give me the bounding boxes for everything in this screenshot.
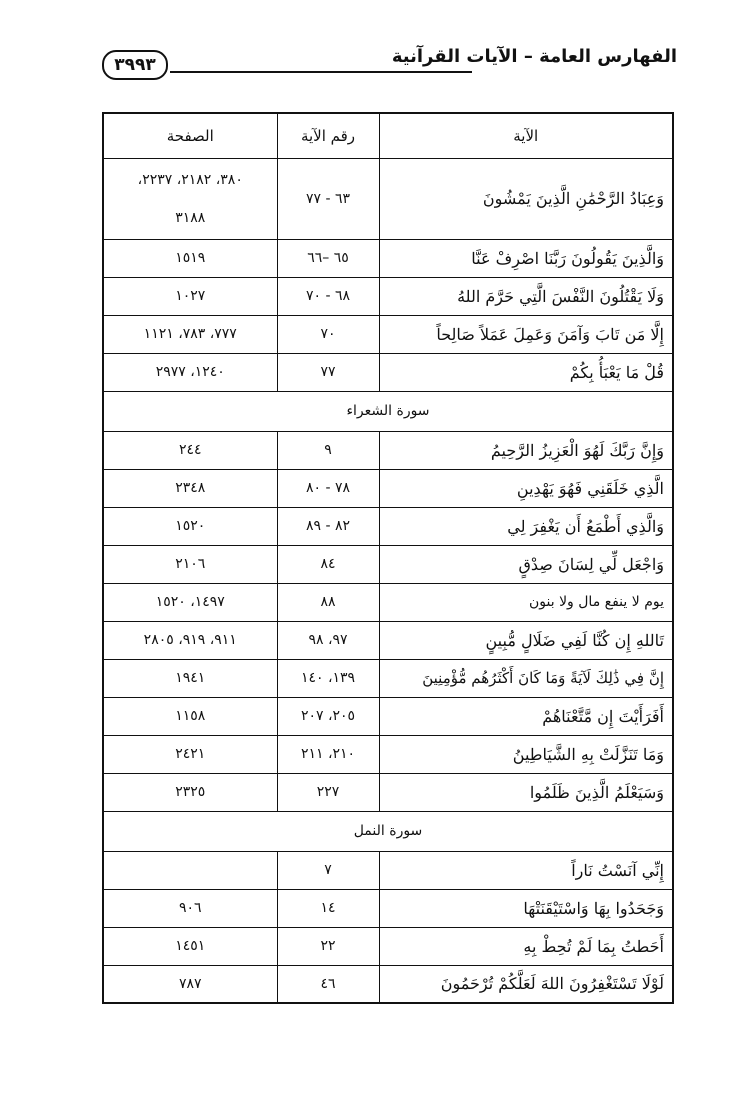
running-title: الفهارس العامة – الآيات القرآنية <box>391 46 677 67</box>
page-refs: ٧٨٧ <box>103 965 277 1003</box>
page-refs-line: ٣٨٠، ٢١٨٢، ٢٢٣٧، <box>137 171 243 188</box>
aya-text: وَالَّذِي أَطْمَعُ أَن يَغْفِرَ لِي <box>379 507 673 545</box>
table-row <box>103 583 673 621</box>
aya-text: وَاجْعَل لِّي لِسَانَ صِدْقٍ <box>379 545 673 583</box>
aya-number: ٧٧ <box>277 353 379 391</box>
aya-number: ٨٤ <box>277 545 379 583</box>
aya-number: ٢٢ <box>277 927 379 965</box>
table-row <box>103 315 673 353</box>
page-refs: ٢١٠٦ <box>103 545 277 583</box>
aya-text: وَعِبَادُ الرَّحْمَٰنِ الَّذِينَ يَمْشُونَ <box>379 158 673 239</box>
table-row <box>103 277 673 315</box>
page-refs: ٢٣٤٨ <box>103 469 277 507</box>
table-row <box>103 469 673 507</box>
table-row <box>103 927 673 965</box>
aya-number: ٢٠٥، ٢٠٧ <box>277 697 379 735</box>
aya-text: وَلَا يَقْتُلُونَ النَّفْسَ الَّتِي حَرَّمَ اللهُ <box>379 277 673 315</box>
column-header-aya-number: رقم الآية <box>277 113 379 158</box>
column-header-aya: الآية <box>379 113 673 158</box>
aya-number: ٦٣ - ٧٧ <box>277 158 379 239</box>
page-refs <box>103 158 277 239</box>
aya-number: ٦٨ - ٧٠ <box>277 277 379 315</box>
page-refs: ٩٠٦ <box>103 889 277 927</box>
page-refs: ٩١١، ٩١٩، ٢٨٠٥ <box>103 621 277 659</box>
aya-text: يوم لا ينفع مال ولا بنون <box>379 583 673 621</box>
aya-number: ٩ <box>277 431 379 469</box>
aya-text: وَالَّذِينَ يَقُولُونَ رَبَّنَا اصْرِفْ عَنَّا <box>379 239 673 277</box>
page-refs: ١٥٢٠ <box>103 507 277 545</box>
aya-number: ٤٦ <box>277 965 379 1003</box>
table-row <box>103 545 673 583</box>
aya-number: ٧ <box>277 851 379 889</box>
aya-text: وَإِنَّ رَبَّكَ لَهُوَ الْعَزِيزُ الرَّحِيمُ <box>379 431 673 469</box>
page-refs-line: ٣١٨٨ <box>175 209 206 226</box>
aya-text: وَمَا تَنَزَّلَتْ بِهِ الشَّيَاطِينُ <box>379 735 673 773</box>
page-refs: ١٢٤٠، ٢٩٧٧ <box>103 353 277 391</box>
surah-heading-row <box>103 811 673 851</box>
surah-heading-row <box>103 391 673 431</box>
aya-number: ٩٧، ٩٨ <box>277 621 379 659</box>
page-refs <box>103 851 277 889</box>
aya-text: الَّذِي خَلَقَنِي فَهُوَ يَهْدِينِ <box>379 469 673 507</box>
aya-text: أَفَرَأَيْتَ إِن مَّتَّعْنَاهُمْ <box>379 697 673 735</box>
page-refs: ٢٣٢٥ <box>103 773 277 811</box>
aya-number: ٢٢٧ <box>277 773 379 811</box>
page-refs: ١٩٤١ <box>103 659 277 697</box>
surah-heading-shuara: سورة الشعراء <box>103 391 673 431</box>
aya-number: ٨٢ - ٨٩ <box>277 507 379 545</box>
table-row <box>103 158 673 239</box>
table-row <box>103 851 673 889</box>
verse-index-table <box>102 112 674 1004</box>
page-refs: ١١٥٨ <box>103 697 277 735</box>
aya-number: ١٤ <box>277 889 379 927</box>
aya-number: ٦٥ –٦٦ <box>277 239 379 277</box>
aya-number: ١٣٩، ١٤٠ <box>277 659 379 697</box>
page-refs: ٢٤٤ <box>103 431 277 469</box>
table-row <box>103 697 673 735</box>
aya-text: تَاللهِ إِن كُنَّا لَفِي ضَلَالٍ مُّبِينٍ <box>379 621 673 659</box>
aya-text: قُلْ مَا يَعْبَأُ بِكُمْ <box>379 353 673 391</box>
aya-text: إِنِّي آنَسْتُ نَاراً <box>379 851 673 889</box>
aya-text: إِنَّ فِي ذَٰلِكَ لَآيَةً وَمَا كَانَ أَكْثَرُهُم مُّؤْمِنِينَ <box>379 659 673 697</box>
aya-number: ٢١٠، ٢١١ <box>277 735 379 773</box>
table-row <box>103 507 673 545</box>
page-refs: ١٤٥١ <box>103 927 277 965</box>
table-row <box>103 239 673 277</box>
page-header <box>102 40 677 80</box>
aya-text: وَسَيَعْلَمُ الَّذِينَ ظَلَمُوا <box>379 773 673 811</box>
page-refs: ١٤٩٧، ١٥٢٠ <box>103 583 277 621</box>
table-row <box>103 889 673 927</box>
table-row <box>103 735 673 773</box>
aya-text: وَجَحَدُوا بِهَا وَاسْتَيْقَنَتْهَا <box>379 889 673 927</box>
page-refs: ٢٤٢١ <box>103 735 277 773</box>
table-row <box>103 353 673 391</box>
page-refs: ٧٧٧، ٧٨٣، ١١٢١ <box>103 315 277 353</box>
table-row <box>103 659 673 697</box>
header-rule <box>170 71 472 73</box>
aya-text: أَحَطتُ بِمَا لَمْ تُحِطْ بِهِ <box>379 927 673 965</box>
aya-text: لَوْلَا تَسْتَغْفِرُونَ اللهَ لَعَلَّكُمْ تُرْحَمُونَ <box>379 965 673 1003</box>
page-refs: ١٠٢٧ <box>103 277 277 315</box>
table-row <box>103 621 673 659</box>
aya-number: ٧٠ <box>277 315 379 353</box>
page-refs: ١٥١٩ <box>103 239 277 277</box>
page-number: ٣٩٩٣ <box>102 50 168 80</box>
column-header-page: الصفحة <box>103 113 277 158</box>
table-row <box>103 431 673 469</box>
aya-number: ٨٨ <box>277 583 379 621</box>
table-row <box>103 773 673 811</box>
table-header-row <box>103 113 673 158</box>
table-row <box>103 965 673 1003</box>
surah-heading-naml: سورة النمل <box>103 811 673 851</box>
aya-text: إِلَّا مَن تَابَ وَآمَنَ وَعَمِلَ عَمَلاً صَالِحاً <box>379 315 673 353</box>
aya-number: ٧٨ - ٨٠ <box>277 469 379 507</box>
